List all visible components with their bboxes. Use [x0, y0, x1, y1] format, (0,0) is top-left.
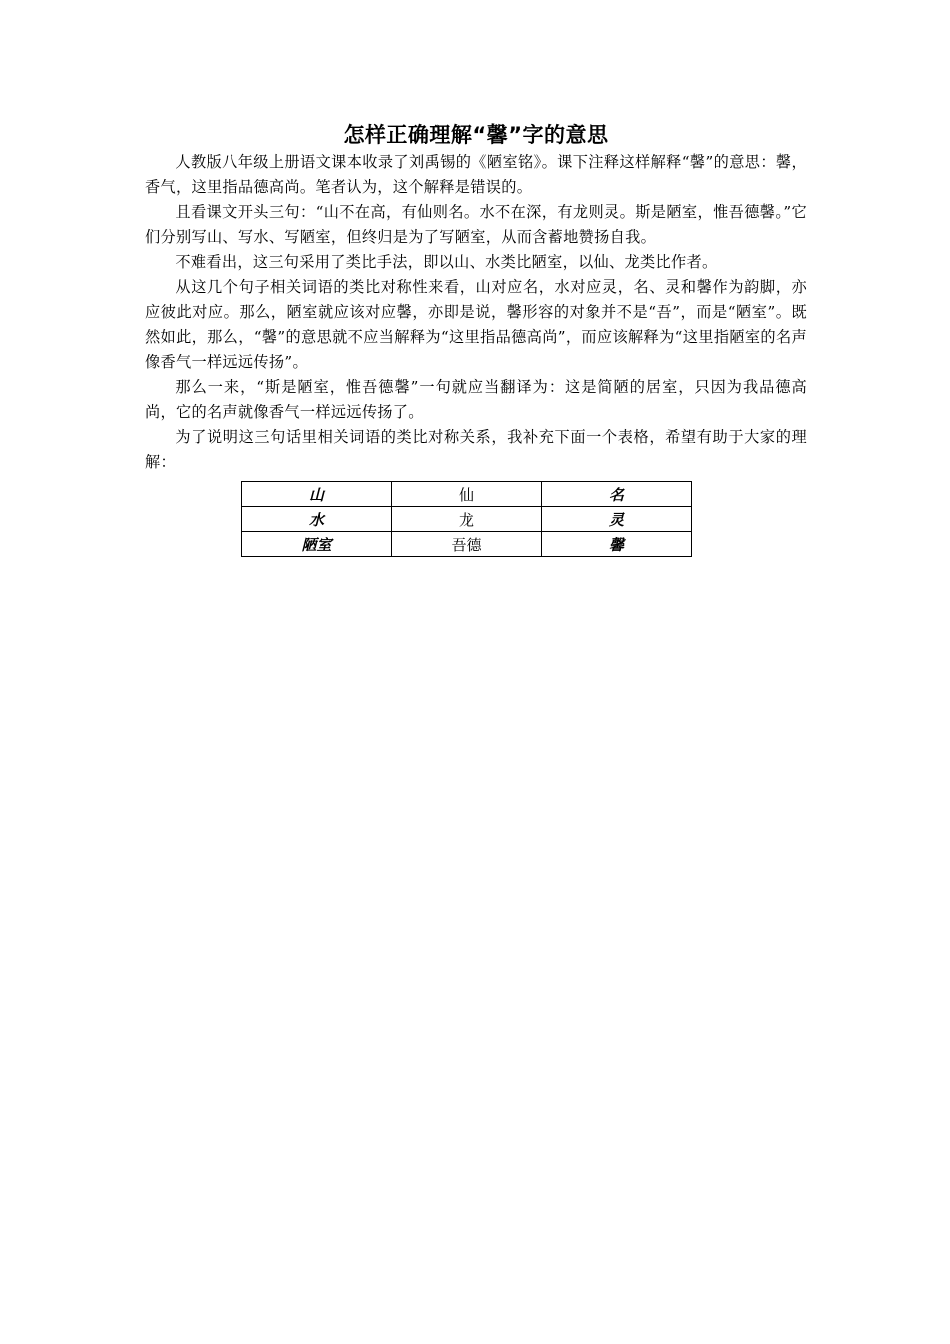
table-row — [242, 532, 692, 557]
table-cell: 吾德 — [392, 532, 542, 557]
table-cell: 龙 — [392, 507, 542, 532]
table-row — [242, 507, 692, 532]
paragraph-intro: 人教版八年级上册语文课本收录了刘禹锡的《陋室铭》。课下注释这样解释“馨”的意思：馨，香气，这里指品德高尚。笔者认为，这个解释是错误的。 — [145, 153, 807, 196]
paragraph-opening-lines: 且看课文开头三句：“山不在高，有仙则名。水不在深，有龙则灵。斯是陋室，惟吾德馨。”它们分别写山、写水、写陋室，但终归是为了写陋室，从而含蓄地赞扬自我。 — [145, 203, 807, 246]
paragraph-translation: 那么一来，“斯是陋室，惟吾德馨”一句就应当翻译为：这是简陋的居室，只因为我品德高尚，它的名声就像香气一样远远传扬了。 — [145, 378, 807, 421]
paragraph-analogy: 不难看出，这三句采用了类比手法，即以山、水类比陋室，以仙、龙类比作者。 — [175, 253, 718, 271]
table-cell: 名 — [542, 482, 692, 507]
table-cell: 灵 — [542, 507, 692, 532]
table-cell: 陋室 — [242, 532, 392, 557]
analogy-table — [241, 481, 692, 557]
table-cell: 水 — [242, 507, 392, 532]
paragraph-table-intro: 为了说明这三句话里相关词语的类比对称关系，我补充下面一个表格，希望有助于大家的理解： — [145, 428, 807, 471]
table-cell: 山 — [242, 482, 392, 507]
table-cell: 仙 — [392, 482, 542, 507]
table-row — [242, 482, 692, 507]
page-title: 怎样正确理解“馨”字的意思 — [343, 123, 609, 147]
document-page — [145, 120, 807, 557]
paragraph-symmetry: 从这几个句子相关词语的类比对称性来看，山对应名，水对应灵，名、灵和馨作为韵脚，亦应彼此对应。那么，陋室就应该对应馨，亦即是说，馨形容的对象并不是“吾”，而是“陋室”。既然如此，那么，“馨”的意思就不应当解释为“这里指品德高尚”，而应该解释为“这里指陋室的名声像香气一样远远传扬”。 — [145, 278, 807, 371]
table-cell: 馨 — [542, 532, 692, 557]
